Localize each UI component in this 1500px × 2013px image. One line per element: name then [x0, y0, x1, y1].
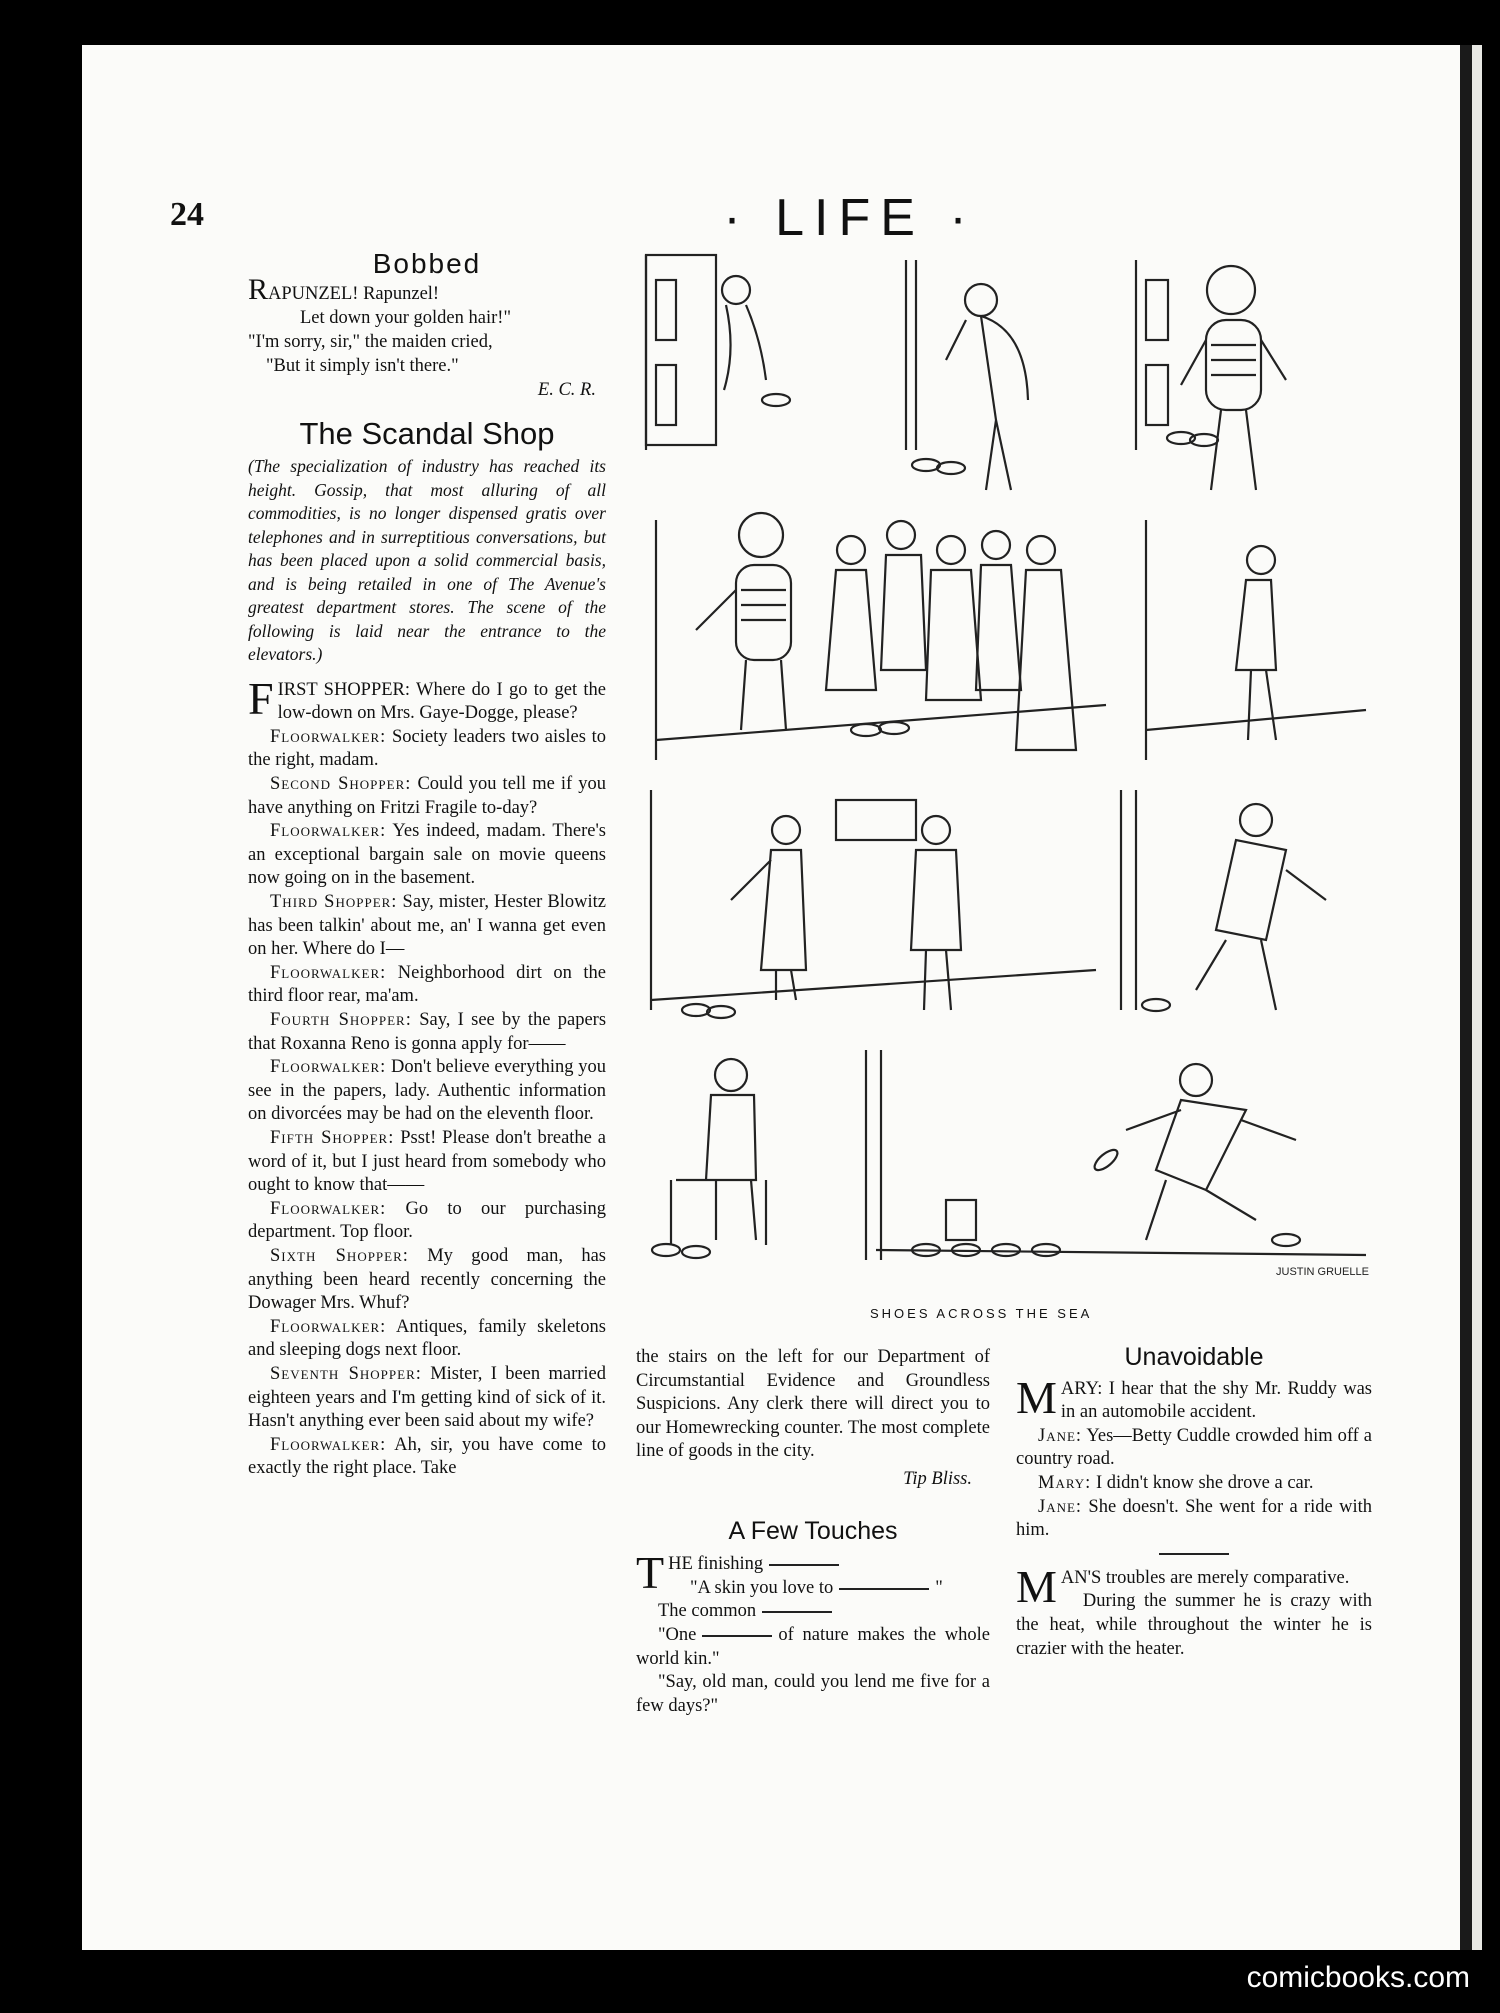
speaker: Fourth Shopper:	[270, 1010, 412, 1030]
scandal-dialogue	[248, 672, 607, 1481]
touches-title: A Few Touches	[728, 1516, 898, 1545]
bobbed-line-1: APUNZEL! Rapunzel!	[268, 283, 440, 304]
panel-7	[1121, 790, 1326, 1011]
line-text: Ah, sir, you have come to exactly the right place. Take	[248, 1434, 606, 1479]
right-column	[1016, 1343, 1373, 1661]
blank-rule	[769, 1564, 839, 1566]
speaker: Floorwalker:	[270, 1198, 387, 1219]
speaker: Floorwalker:	[270, 726, 387, 747]
cartoon-caption: SHOES ACROSS THE SEA	[870, 1306, 1093, 1321]
bobbed-drop: R	[248, 272, 269, 306]
line-text: My good man, has anything been heard recently concerning the Dowager Mrs. Whuf?	[248, 1245, 606, 1314]
troubles-body	[1016, 1560, 1372, 1661]
touches-line-1: HE finishing	[668, 1554, 764, 1575]
speaker: Floorwalker:	[270, 821, 387, 842]
line-text: Yes—Betty Cuddle crowded him off a country road.	[1016, 1425, 1372, 1470]
line-text: Yes indeed, madam. There's an exceptional bargain sale on movie queens now going on in the basement.	[248, 821, 606, 889]
speaker: Second Shopper:	[270, 774, 412, 795]
panel-2	[906, 260, 1028, 490]
line-text: She doesn't. She went for a ride with him.	[1016, 1496, 1373, 1541]
speaker: Floorwalker:	[270, 1057, 387, 1078]
scandal-signature: Tip Bliss.	[903, 1468, 972, 1489]
panel-1	[646, 255, 790, 450]
bobbed-title: Bobbed	[372, 248, 482, 279]
line-text: Go to our purchasing department. Top floor.	[248, 1198, 607, 1243]
left-column	[248, 248, 607, 1481]
bobbed-line-2: Let down your golden hair!"	[300, 307, 511, 328]
blank-rule	[839, 1588, 929, 1590]
panel-3	[1136, 260, 1286, 490]
bobbed-line-3: "I'm sorry, sir," the maiden cried,	[248, 331, 493, 352]
first-shopper	[248, 672, 607, 726]
masthead: · LIFE ·	[723, 189, 977, 247]
unavoidable-title: Unavoidable	[1124, 1343, 1264, 1371]
touches-line-2: "A skin you love to	[690, 1577, 834, 1598]
panel-9	[866, 1050, 1366, 1260]
troubles-text-1: AN'S troubles are merely comparative.	[1060, 1567, 1350, 1588]
speaker: Third Shopper:	[270, 892, 398, 913]
next-page-edge	[1472, 45, 1482, 1950]
line-text: Neighborhood dirt on the third floor rear, ma'am.	[248, 962, 606, 1007]
line-text: I hear that the shy Mr. Ruddy was in an automobile accident.	[1060, 1378, 1372, 1423]
first-text: Where do I go to get the low-down on Mrs. Gaye-Dogge, please?	[277, 679, 607, 724]
troubles-text-2: During the summer he is crazy with the heat, while throughout the winter he is crazier with the heater.	[1016, 1591, 1372, 1659]
touches-drop: T	[636, 1547, 665, 1599]
line-text: Say, mister, Hester Blowitz has been talkin' about me, an' I wanna get even on her. Where do I—	[248, 892, 606, 960]
middle-column	[636, 1346, 990, 1718]
blank-rule	[762, 1611, 832, 1613]
line-text: Psst! Please don't breathe a word of it, but I just heard from somebody who ought to know that——	[248, 1127, 606, 1196]
speaker: Sixth Shopper:	[270, 1245, 409, 1266]
bobbed-line-4: "But it simply isn't there."	[266, 355, 459, 376]
scandal-drop: F	[248, 672, 274, 724]
line-text: I didn't know she drove a car.	[1095, 1472, 1314, 1493]
shoes-cartoon-illustration	[636, 250, 1386, 1300]
touches-line-5: "Say, old man, could you lend me five for a few days?"	[636, 1672, 990, 1716]
panel-6	[651, 790, 1096, 1018]
unavoidable-body	[1016, 1371, 1373, 1543]
speaker: Jane:	[1038, 1496, 1083, 1517]
panel-5	[1146, 520, 1366, 760]
line-text: Society leaders two aisles to the right, madam.	[248, 726, 607, 771]
touches-body	[636, 1547, 990, 1718]
touches-line-4: "One	[658, 1624, 697, 1645]
panel-8	[652, 1059, 766, 1258]
touches-line-3: The common	[658, 1601, 757, 1622]
speaker: Floorwalker:	[270, 962, 387, 983]
speaker: Floorwalker:	[270, 1434, 387, 1455]
first-speaker: IRST SHOPPER:	[277, 679, 411, 700]
artist-signature: JUSTIN GRUELLE	[1276, 1266, 1369, 1278]
bobbed-poem	[248, 272, 606, 402]
touches-line-2-end: "	[935, 1577, 943, 1598]
line-text: Say, I see by the papers that Roxanna Reno is gonna apply for——	[248, 1010, 607, 1054]
speaker: Fifth Shopper:	[270, 1127, 395, 1148]
scandal-title: The Scandal Shop	[299, 415, 555, 451]
page-number: 24	[170, 196, 204, 233]
speaker: Floorwalker:	[270, 1316, 387, 1337]
line-text: Could you tell me if you have anything on Fritzi Fragile to-day?	[248, 774, 607, 818]
line-text: Don't believe everything you see in the papers, lady. Authentic information on divorcées may be had on the eleventh floor.	[248, 1057, 606, 1125]
speaker: Jane:	[1038, 1425, 1083, 1446]
touches-line-4-end: of nature makes the whole world kin."	[636, 1624, 990, 1669]
panel-4	[656, 513, 1106, 760]
speaker: ARY:	[1060, 1378, 1103, 1399]
bobbed-signature: E. C. R.	[537, 379, 596, 400]
troubles-drop: M	[1016, 1560, 1057, 1612]
speaker: Mary:	[1038, 1472, 1092, 1493]
speaker: Seventh Shopper:	[270, 1363, 422, 1384]
line-text: Mister, I been married eighteen years and I'm getting kind of sick of it. Hasn't anything ever been said about my wife?	[248, 1363, 606, 1432]
line-text: Antiques, family skeletons and sleeping dogs next floor.	[248, 1316, 607, 1361]
watermark: comicbooks.com	[1246, 1961, 1470, 1994]
scandal-continuation: the stairs on the left for our Department of Circumstantial Evidence and Groundless Suspicions. Any clerk there will direct you to our Homewrecking counter. The most complete line of goods in the city.	[636, 1347, 990, 1462]
section-divider	[1159, 1553, 1229, 1555]
scandal-intro: (The specialization of industry has reached its height. Gossip, that most alluring of all commodities, is no longer dispensed gratis over telephones and in surreptitious conversations, but has been placed upon a solid commercial basis, and is being retailed in one of The Avenue's greatest department stores. The scene of the following is laid near the entrance to the elevators.)	[248, 456, 606, 665]
page-edge	[1460, 45, 1472, 1950]
unavoidable-drop: M	[1016, 1371, 1057, 1423]
blank-rule	[702, 1635, 772, 1637]
